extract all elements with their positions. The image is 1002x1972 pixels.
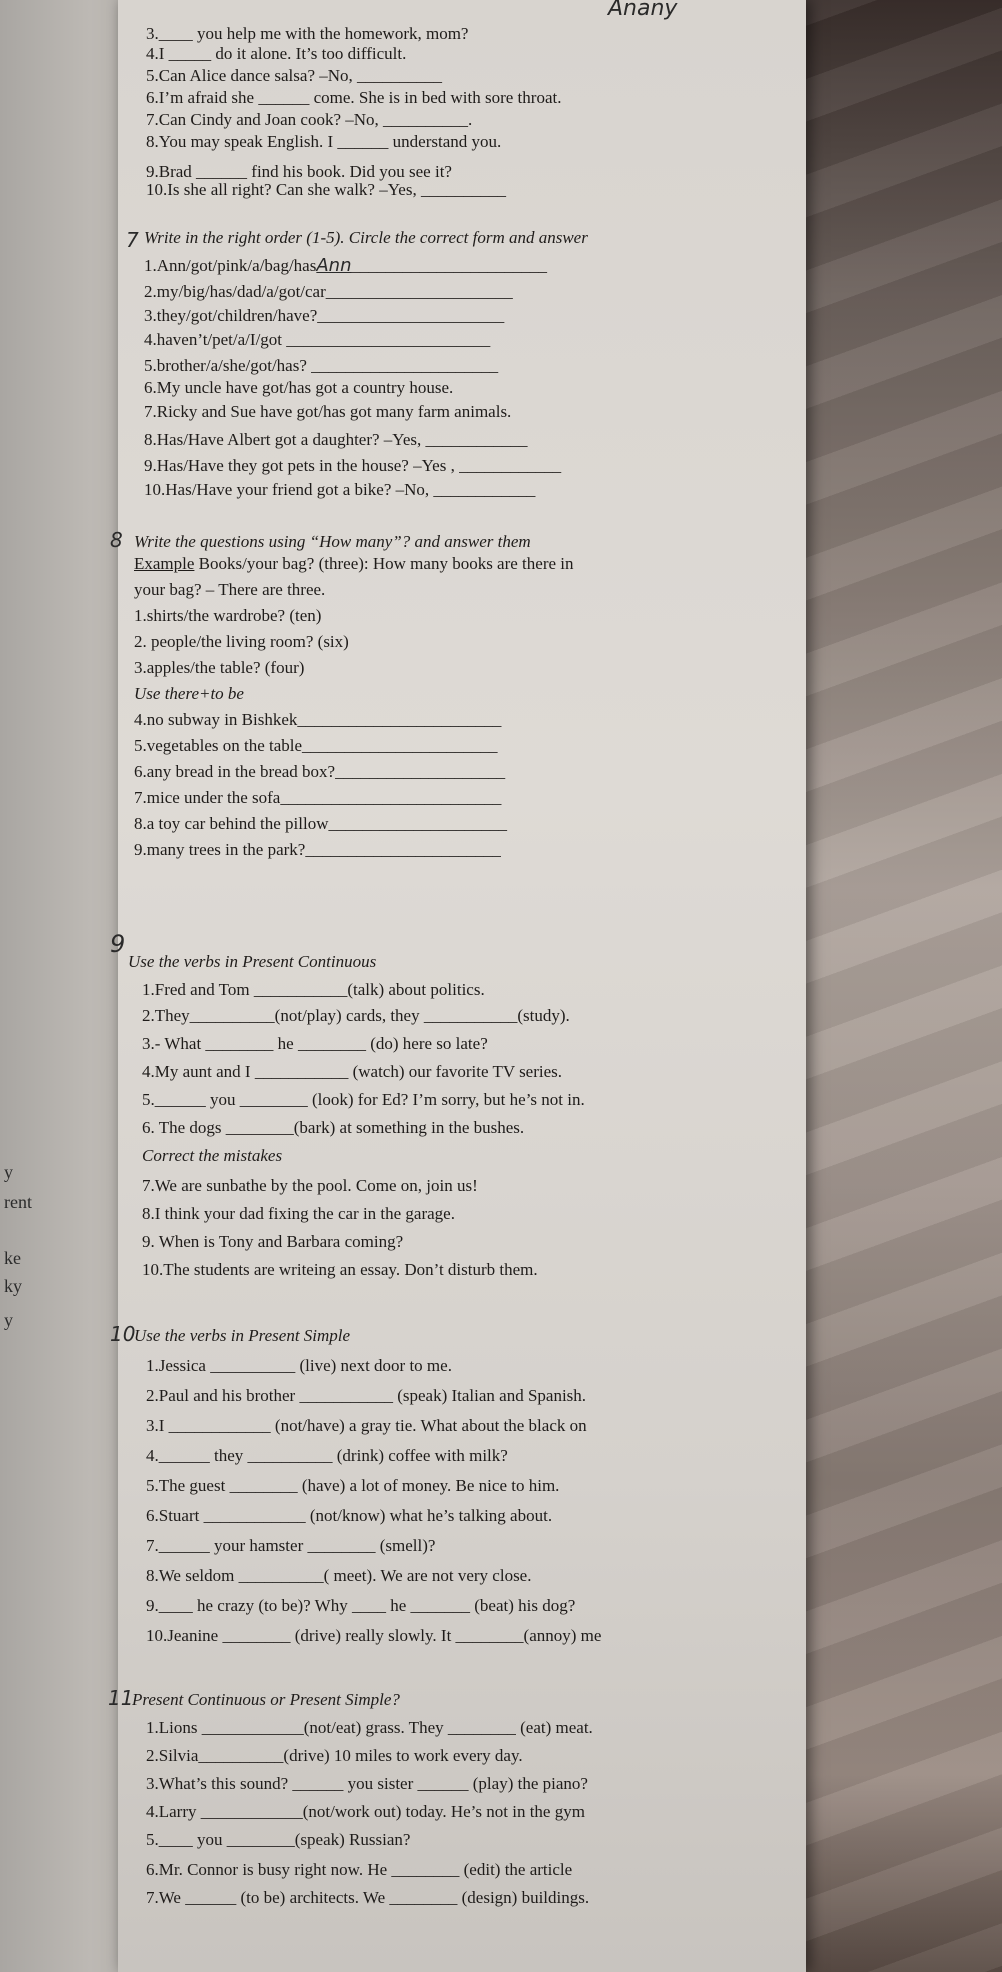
- exercise-line: 9.____ he crazy (to be)? Why ____ he _______ (beat) his dog?: [146, 1596, 576, 1615]
- exercise-line: 7.Can Cindy and Joan cook? –No, __________.: [146, 110, 473, 129]
- exercise-line: 6.I’m afraid she ______ come. She is in bed with sore throat.: [146, 88, 562, 107]
- exercise-line: 9.many trees in the park?_______________________: [134, 840, 501, 859]
- example-line: Example Books/your bag? (three): How many books are there in: [134, 554, 574, 573]
- margin-word: y: [4, 1310, 13, 1330]
- exercise-line: 6. The dogs ________(bark) at something in the bushes.: [142, 1118, 525, 1137]
- exercise-line: 2.Silvia__________(drive) 10 miles to work every day.: [146, 1746, 523, 1765]
- exercise-line: 8.a toy car behind the pillow_____________________: [134, 814, 508, 833]
- margin-word: ky: [4, 1276, 22, 1296]
- example-line: your bag? – There are three.: [134, 580, 326, 599]
- margin-word: ke: [4, 1248, 21, 1268]
- exercise-line: 6.My uncle have got/has got a country house.: [144, 378, 454, 397]
- exercise-line: 4.______ they __________ (drink) coffee with milk?: [146, 1446, 508, 1465]
- exercise-line: 6.Stuart ____________ (not/know) what he’s talking about.: [146, 1506, 553, 1525]
- section-number: 9: [110, 930, 126, 958]
- section-number: 8: [110, 528, 123, 552]
- exercise-line: 9. When is Tony and Barbara coming?: [142, 1232, 404, 1251]
- margin-word: rent: [4, 1192, 32, 1212]
- instruction: Use there+to be: [134, 684, 244, 703]
- handwritten-answer: Ann: [316, 255, 352, 276]
- exercise-line: 8.I think your dad fixing the car in the garage.: [142, 1204, 455, 1223]
- section-number: 10: [110, 1322, 136, 1346]
- exercise-line: 4.Larry ____________(not/work out) today. He’s not in the gym: [146, 1802, 585, 1821]
- exercise-line: 1.shirts/the wardrobe? (ten): [134, 606, 322, 625]
- exercise-line: 5.____ you ________(speak) Russian?: [146, 1830, 411, 1849]
- exercise-line: 2.Paul and his brother ___________ (speak) Italian and Spanish.: [146, 1386, 587, 1405]
- exercise-line: 3.- What ________ he ________ (do) here so late?: [142, 1034, 488, 1053]
- exercise-line: 10.Has/Have your friend got a bike? –No, ____________: [144, 480, 536, 499]
- exercise-line: 10.Jeanine ________ (drive) really slowly. It ________(annoy) me: [146, 1626, 602, 1645]
- exercise-line: 5.brother/a/she/got/has? ______________________: [144, 356, 499, 375]
- margin-word: y: [4, 1162, 13, 1182]
- exercise-line: 8.Has/Have Albert got a daughter? –Yes, ____________: [144, 430, 528, 449]
- exercise-line: 1.Ann/got/pink/a/bag/hasAnn_______________________: [144, 255, 547, 276]
- exercise-line: 2.They__________(not/play) cards, they ___________(study).: [142, 1006, 570, 1025]
- section-title: Use the verbs in Present Continuous: [128, 952, 377, 971]
- exercise-line: 7.We ______ (to be) architects. We ________ (design) buildings.: [146, 1888, 590, 1907]
- worksheet-page: [108, 0, 806, 1972]
- exercise-line: 10.The students are writeing an essay. Don’t disturb them.: [142, 1260, 538, 1279]
- section-title: Write the questions using “How many”? and answer them: [134, 532, 531, 551]
- exercise-line: 2.my/big/has/dad/a/got/car______________________: [144, 282, 513, 301]
- exercise-line: 3.they/got/children/have?______________________: [144, 306, 505, 325]
- exercise-line: 7.mice under the sofa__________________________: [134, 788, 502, 807]
- handwritten-name: Anany: [608, 0, 678, 21]
- exercise-line: 10.Is she all right? Can she walk? –Yes, __________: [146, 180, 506, 199]
- exercise-line: 1.Jessica __________ (live) next door to me.: [146, 1356, 452, 1375]
- exercise-line: 8.You may speak English. I ______ understand you.: [146, 132, 502, 151]
- exercise-line: 4.My aunt and I ___________ (watch) our favorite TV series.: [142, 1062, 563, 1081]
- exercise-line: 5.vegetables on the table_______________________: [134, 736, 498, 755]
- exercise-line: 4.no subway in Bishkek________________________: [134, 710, 502, 729]
- exercise-line: 4.I _____ do it alone. It’s too difficult.: [146, 44, 407, 63]
- section-title: Write in the right order (1-5). Circle the correct form and answer: [144, 228, 588, 247]
- exercise-line: 1.Fred and Tom ___________(talk) about politics.: [142, 980, 485, 999]
- exercise-line: 3.What’s this sound? ______ you sister ______ (play) the piano?: [146, 1774, 588, 1793]
- exercise-line: 3.____ you help me with the homework, mom?: [146, 24, 469, 43]
- exercise-line: 4.haven’t/pet/a/I/got ________________________: [144, 330, 491, 349]
- exercise-line: 9.Has/Have they got pets in the house? –Yes , ____________: [144, 456, 562, 475]
- section-number: 11: [108, 1686, 134, 1710]
- exercise-line: 2. people/the living room? (six): [134, 632, 349, 651]
- exercise-line: 5.The guest ________ (have) a lot of money. Be nice to him.: [146, 1476, 560, 1495]
- exercise-line: 5.Can Alice dance salsa? –No, __________: [146, 66, 443, 85]
- exercise-line: 8.We seldom __________( meet). We are not very close.: [146, 1566, 532, 1585]
- exercise-line: 7.We are sunbathe by the pool. Come on, join us!: [142, 1176, 478, 1195]
- section-number: 7: [126, 228, 139, 252]
- exercise-line: 6.Mr. Connor is busy right now. He ________ (edit) the article: [146, 1860, 573, 1879]
- exercise-line: 3.apples/the table? (four): [134, 658, 305, 677]
- exercise-line: 9.Brad ______ find his book. Did you see it?: [146, 162, 452, 181]
- section-title: Present Continuous or Present Simple?: [132, 1690, 400, 1709]
- section-title: Use the verbs in Present Simple: [134, 1326, 351, 1345]
- instruction: Correct the mistakes: [142, 1146, 283, 1165]
- exercise-line: 7.______ your hamster ________ (smell)?: [146, 1536, 436, 1555]
- exercise-line: 7.Ricky and Sue have got/has got many farm animals.: [144, 402, 512, 421]
- exercise-line: 5.______ you ________ (look) for Ed? I’m sorry, but he’s not in.: [142, 1090, 585, 1109]
- exercise-line: 1.Lions ____________(not/eat) grass. They ________ (eat) meat.: [146, 1718, 593, 1737]
- exercise-line: 3.I ____________ (not/have) a gray tie. What about the black on: [146, 1416, 587, 1435]
- exercise-line: 6.any bread in the bread box?____________________: [134, 762, 506, 781]
